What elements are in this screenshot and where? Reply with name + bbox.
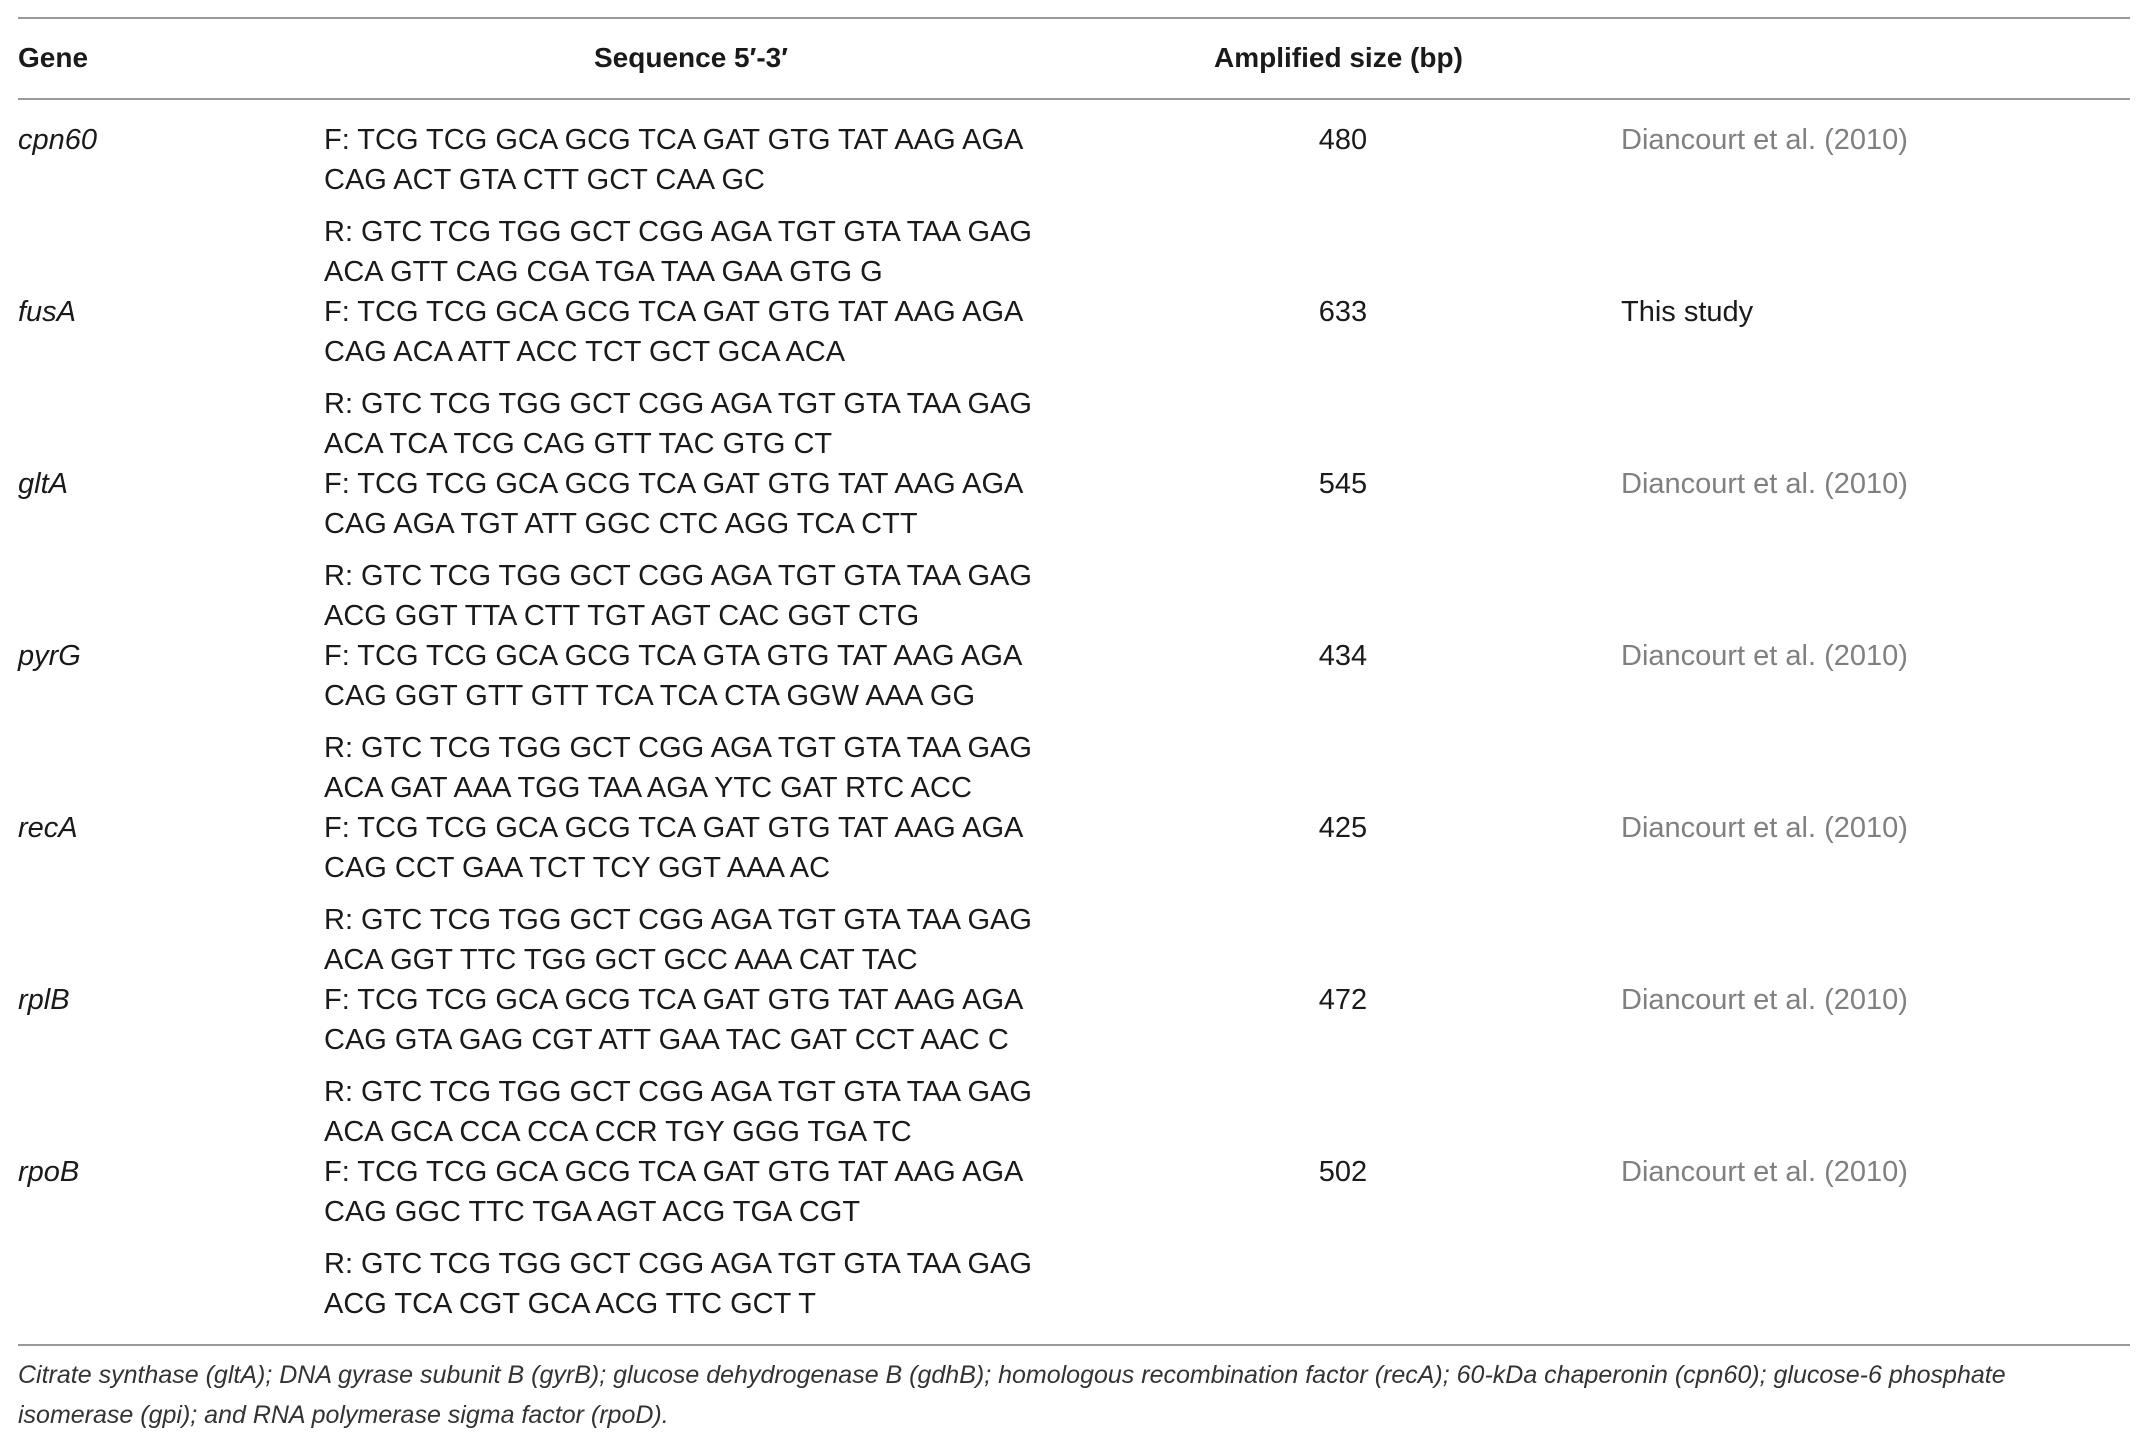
- reference: This study: [1621, 296, 1754, 328]
- forward-primer-line2: CAG GTA GAG CGT ATT GAA TAC GAT CCT AAC C: [324, 1024, 1009, 1056]
- forward-primer-line1: F: TCG TCG GCA GCG TCA GAT GTG TAT AAG AGA: [324, 1156, 1024, 1188]
- forward-primer-line2: CAG AGA TGT ATT GGC CTC AGG TCA CTT: [324, 508, 918, 540]
- reference: Diancourt et al. (2010): [1621, 468, 1908, 500]
- reverse-primer-line1: R: GTC TCG TGG GCT CGG AGA TGT GTA TAA GAG: [324, 1076, 1032, 1108]
- forward-primer-line1: F: TCG TCG GCA GCG TCA GAT GTG TAT AAG AGA: [324, 984, 1024, 1016]
- footnote-line: isomerase (gpi); and RNA polymerase sigma factor (rpoD).: [18, 1401, 669, 1429]
- amplified-size: 472: [1318, 984, 1368, 1016]
- header-size: Amplified size (bp): [1214, 42, 1463, 73]
- header-gene: Gene: [18, 42, 89, 73]
- footnote-line: Citrate synthase (gltA); DNA gyrase subunit B (gyrB); glucose dehydrogenase B (gdhB); homologous recombination factor (recA); 60-kDa chaperonin (cpn60); glucose-6 phosphate: [18, 1361, 2006, 1389]
- amplified-size: 545: [1318, 468, 1368, 500]
- gene-name: cpn60: [18, 124, 98, 156]
- reference: Diancourt et al. (2010): [1621, 124, 1908, 156]
- forward-primer-line1: F: TCG TCG GCA GCG TCA GAT GTG TAT AAG AGA: [324, 124, 1024, 156]
- reverse-primer-line2: ACA GTT CAG CGA TGA TAA GAA GTG G: [324, 256, 883, 288]
- amplified-size: 502: [1318, 1156, 1368, 1188]
- forward-primer-line1: F: TCG TCG GCA GCG TCA GAT GTG TAT AAG AGA: [324, 812, 1024, 844]
- reverse-primer-line2: ACA GAT AAA TGG TAA AGA YTC GAT RTC ACC: [324, 772, 972, 804]
- header-sequence: Sequence 5′-3′: [594, 42, 788, 73]
- reference: Diancourt et al. (2010): [1621, 640, 1908, 672]
- forward-primer-line2: CAG GGT GTT GTT TCA TCA CTA GGW AAA GG: [324, 680, 976, 712]
- reverse-primer-line1: R: GTC TCG TGG GCT CGG AGA TGT GTA TAA GAG: [324, 1248, 1032, 1280]
- gene-name: rpoB: [18, 1156, 80, 1188]
- forward-primer-line1: F: TCG TCG GCA GCG TCA GAT GTG TAT AAG AGA: [324, 468, 1024, 500]
- gene-name: gltA: [18, 468, 68, 500]
- table-top-rule: [18, 17, 2130, 19]
- reference: Diancourt et al. (2010): [1621, 812, 1908, 844]
- reverse-primer-line2: ACG GGT TTA CTT TGT AGT CAC GGT CTG: [324, 600, 920, 632]
- amplified-size: 480: [1318, 124, 1368, 156]
- forward-primer-line2: CAG ACA ATT ACC TCT GCT GCA ACA: [324, 336, 846, 368]
- forward-primer-line1: F: TCG TCG GCA GCG TCA GTA GTG TAT AAG AGA: [324, 640, 1023, 672]
- reverse-primer-line1: R: GTC TCG TGG GCT CGG AGA TGT GTA TAA GAG: [324, 388, 1032, 420]
- amplified-size: 425: [1318, 812, 1368, 844]
- reverse-primer-line1: R: GTC TCG TGG GCT CGG AGA TGT GTA TAA GAG: [324, 732, 1032, 764]
- amplified-size: 633: [1318, 296, 1368, 328]
- gene-name: pyrG: [18, 640, 81, 672]
- forward-primer-line1: F: TCG TCG GCA GCG TCA GAT GTG TAT AAG AGA: [324, 296, 1024, 328]
- reverse-primer-line1: R: GTC TCG TGG GCT CGG AGA TGT GTA TAA GAG: [324, 904, 1032, 936]
- reference: Diancourt et al. (2010): [1621, 984, 1908, 1016]
- reverse-primer-line1: R: GTC TCG TGG GCT CGG AGA TGT GTA TAA GAG: [324, 216, 1032, 248]
- amplified-size: 434: [1318, 640, 1368, 672]
- reference: Diancourt et al. (2010): [1621, 1156, 1908, 1188]
- gene-name: rplB: [18, 984, 70, 1016]
- table-bottom-rule: [18, 1344, 2130, 1346]
- forward-primer-line2: CAG CCT GAA TCT TCY GGT AAA AC: [324, 852, 831, 884]
- gene-name: recA: [18, 812, 78, 844]
- reverse-primer-line2: ACA GGT TTC TGG GCT GCC AAA CAT TAC: [324, 944, 918, 976]
- table-footnote: [18, 1355, 2130, 1435]
- forward-primer-line2: CAG ACT GTA CTT GCT CAA GC: [324, 164, 765, 196]
- forward-primer-line2: CAG GGC TTC TGA AGT ACG TGA CGT: [324, 1196, 861, 1228]
- reverse-primer-line1: R: GTC TCG TGG GCT CGG AGA TGT GTA TAA GAG: [324, 560, 1032, 592]
- reverse-primer-line2: ACA TCA TCG CAG GTT TAC GTG CT: [324, 428, 833, 460]
- reverse-primer-line2: ACA GCA CCA CCA CCR TGY GGG TGA TC: [324, 1116, 912, 1148]
- reverse-primer-line2: ACG TCA CGT GCA ACG TTC GCT T: [324, 1288, 817, 1320]
- gene-name: fusA: [18, 296, 77, 328]
- header-bottom-rule: [18, 98, 2130, 100]
